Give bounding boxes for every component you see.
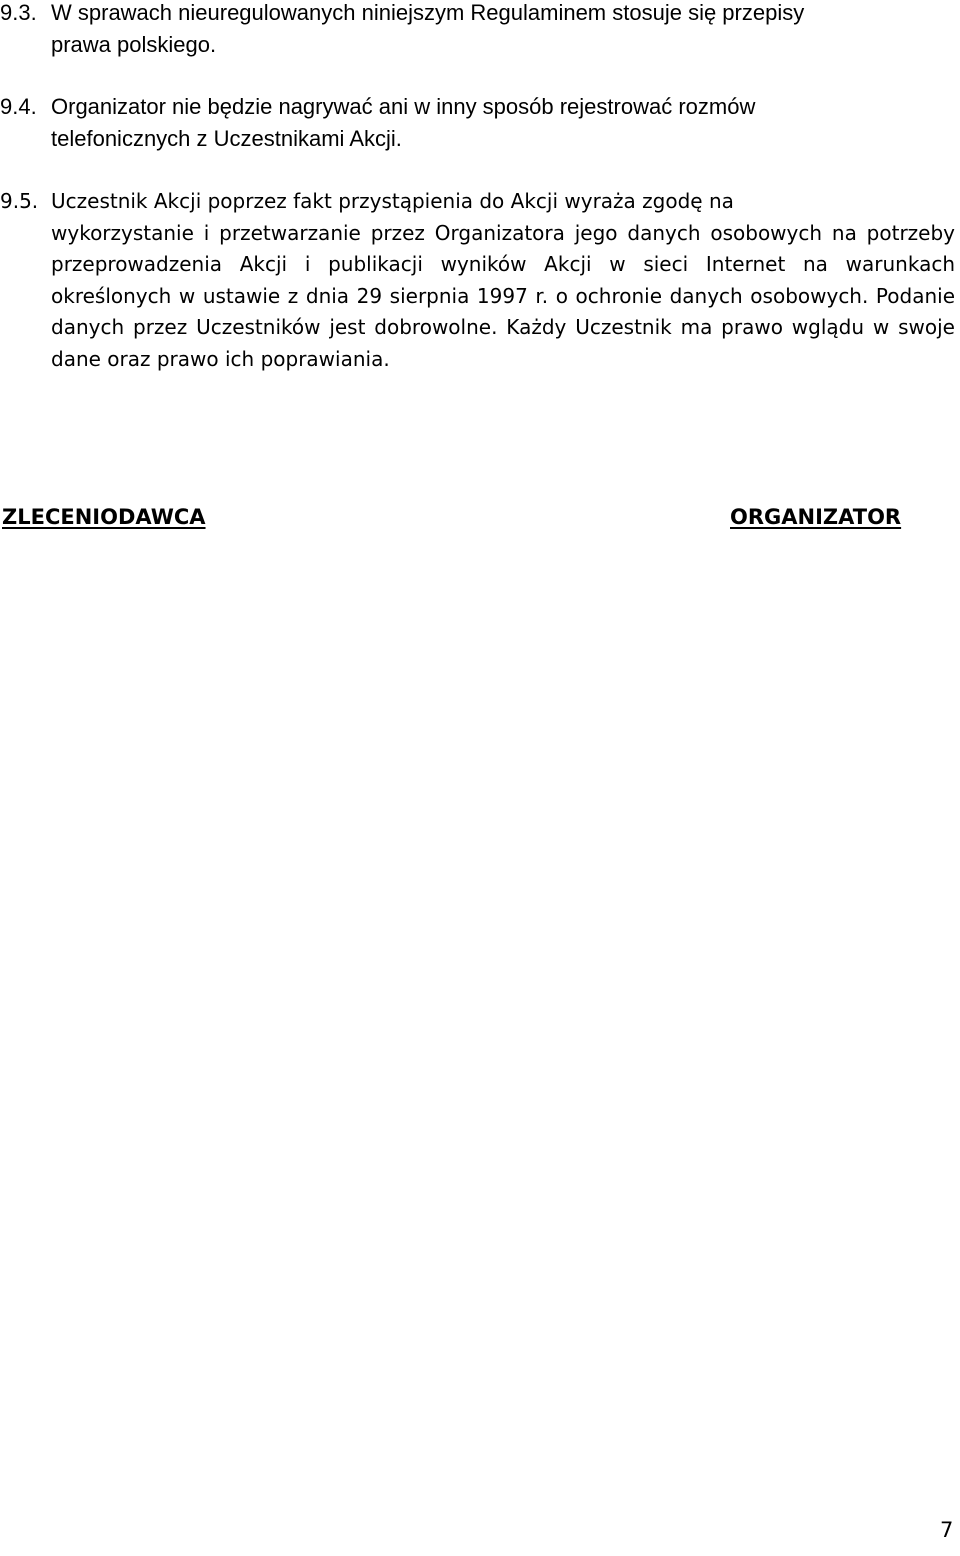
clause-number: 9.4. (0, 94, 37, 119)
signature-block (0, 505, 960, 539)
clause-text-first-line: Uczestnik Akcji poprzez fakt przystąpienia do Akcji wyraża zgodę na (51, 189, 734, 213)
signature-label-organizer: ORGANIZATOR (730, 505, 902, 529)
clause-text-first-line: W sprawach nieuregulowanych niniejszym Regulaminem stosuje się przepisy (51, 0, 805, 25)
clause-number: 9.3. (0, 0, 37, 25)
page-number: 7 (940, 1518, 954, 1542)
clause-9-5 (0, 186, 955, 375)
clause-text-first-line: Organizator nie będzie nagrywać ani w inny sposób rejestrować rozmów (51, 94, 756, 119)
clause-text-continuation: wykorzystanie i przetwarzanie przez Organizatora jego danych osobowych na potrzeby przeprowadzenia Akcji i publikacji wyników Akcji w sieci Internet na warunkach określonych w ustawie z dnia 29 sierpnia 1997 r. o ochronie danych osobowych. Podanie danych przez Uczestników jest dobrowolne. Każdy Uczestnik ma prawo wglądu w swoje dane oraz prawo ich poprawiania. (51, 220, 955, 371)
clause-text-continuation: prawa polskiego. (51, 32, 217, 57)
clause-9-4 (0, 91, 955, 155)
signature-label-client: ZLECENIODAWCA (2, 505, 206, 529)
clause-text-continuation: telefonicznych z Uczestnikami Akcji. (51, 126, 402, 151)
clause-9-3 (0, 0, 955, 61)
clause-number: 9.5. (0, 189, 39, 213)
